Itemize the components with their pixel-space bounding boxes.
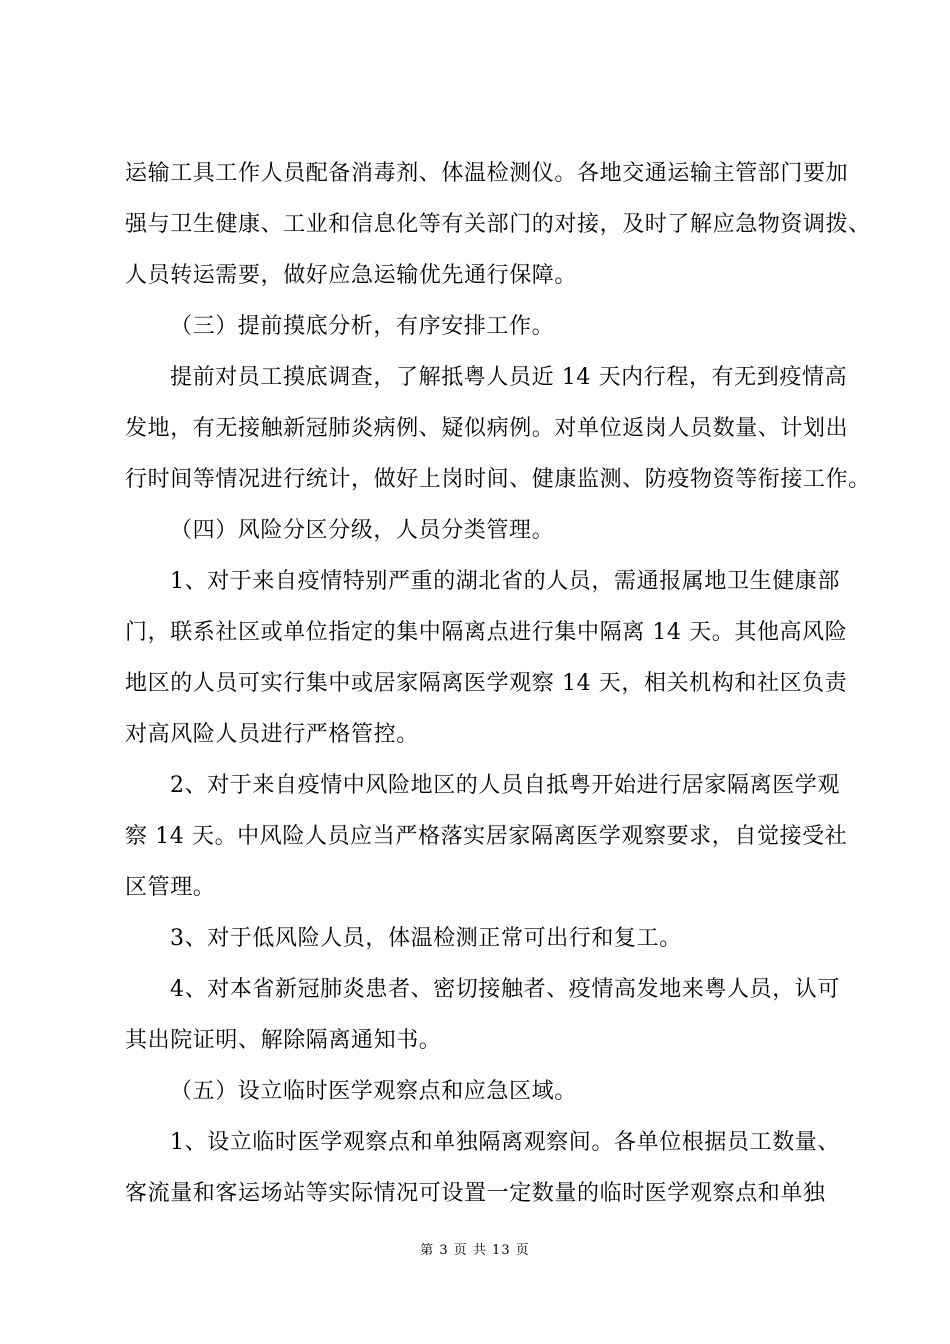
- body-line: 行时间等情况进行统计，做好上岗时间、健康监测、防疫物资等衔接工作。: [125, 467, 871, 492]
- body-line: 对高风险人员进行严格管控。: [125, 722, 419, 747]
- page-number-footer: 第 3 页 共 13 页: [420, 1243, 530, 1258]
- paragraph-start: 4、对本省新冠肺炎患者、密切接触者、疫情高发地来粤人员，认可: [170, 977, 840, 1002]
- section-heading: （五）设立临时医学观察点和应急区域。: [170, 1079, 577, 1104]
- paragraph-start: 1、对于来自疫情特别严重的湖北省的人员，需通报属地卫生健康部: [170, 569, 840, 594]
- body-line: 发地，有无接触新冠肺炎病例、疑似病例。对单位返岗人员数量、计划出: [125, 416, 849, 441]
- section-heading: （四）风险分区分级，人员分类管理。: [170, 518, 555, 543]
- body-line: 运输工具工作人员配备消毒剂、体温检测仪。各地交通运输主管部门要加: [125, 161, 849, 186]
- body-line: 其出院证明、解除隔离通知书。: [125, 1028, 442, 1053]
- body-line: 强与卫生健康、工业和信息化等有关部门的对接，及时了解应急物资调拨、: [125, 212, 871, 237]
- body-line: 客流量和客运场站等实际情况可设置一定数量的临时医学观察点和单独: [125, 1181, 826, 1206]
- body-line: 门，联系社区或单位指定的集中隔离点进行集中隔离 14 天。其他高风险: [125, 620, 848, 645]
- paragraph-start: 3、对于低风险人员，体温检测正常可出行和复工。: [170, 926, 682, 951]
- document-body: [125, 148, 871, 1219]
- body-line: 人员转运需要，做好应急运输优先通行保障。: [125, 263, 578, 288]
- body-line: 区管理。: [125, 875, 216, 900]
- section-heading: （三）提前摸底分析，有序安排工作。: [170, 314, 555, 339]
- paragraph-start: 提前对员工摸底调查，了解抵粤人员近 14 天内行程，有无到疫情高: [170, 365, 848, 390]
- paragraph-start: 1、设立临时医学观察点和单独隔离观察间。各单位根据员工数量、: [170, 1130, 840, 1155]
- body-line: 地区的人员可实行集中或居家隔离医学观察 14 天，相关机构和社区负责: [125, 671, 848, 696]
- body-line: 察 14 天。中风险人员应当严格落实居家隔离医学观察要求，自觉接受社: [125, 824, 848, 849]
- paragraph-start: 2、对于来自疫情中风险地区的人员自抵粤开始进行居家隔离医学观: [170, 773, 840, 798]
